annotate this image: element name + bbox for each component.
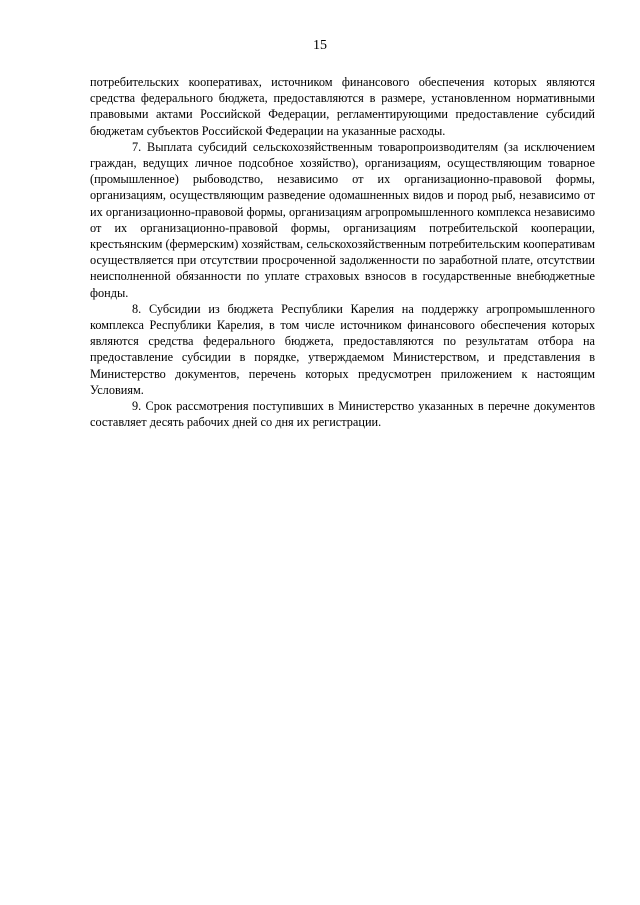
page-number: 15 xyxy=(313,38,327,53)
paragraph-item-7: 7. Выплата субсидий сельскохозяйственным товаропроизводителям (за исключением граждан, ведущих личное подсобное хозяйство), организациям, осуществляющим товарное (промышленное) рыбоводство, независимо от их организационно-правовой формы, организациям, осуществляющим разведение одомашненных видов и пород рыб, независимо от их организационно-правовой формы, организациям агропромышленного комплекса независимо от их организационно-правовой формы, организациям потребительской кооперации, крестьянским (фермерским) хозяйствам, сельскохозяйственным потребительским кооперативам осуществляется при отсутствии просроченной задолженности по заработной плате, отсутствии неисполненной обязанности по уплате страховых взносов в государственные внебюджетные фонды. xyxy=(90,139,595,300)
paragraph-continuation: потребительских кооперативах, источником финансового обеспечения которых являются средства федерального бюджета, предоставляются в размере, установленном нормативными правовыми актами Российской Федерации, регламентирующими предоставление субсидий бюджетам субъектов Российской Федерации на указанные расходы. xyxy=(90,75,595,138)
paragraph-item-8: 8. Субсидии из бюджета Республики Карелия на поддержку агропромышленного комплекса Республики Карелия, в том числе источником финансового обеспечения которых являются средства федерального бюджета, предоставляются по результатам отбора на предоставление субсидии в порядке, утверждаемом Министерством, и представления в Министерство документов, перечень которых предусмотрен приложением к настоящим Условиям. xyxy=(90,301,595,397)
paragraph-item-9: 9. Срок рассмотрения поступивших в Министерство указанных в перечне документов составляет десять рабочих дней со дня их регистрации. xyxy=(90,399,595,430)
document-body xyxy=(90,74,595,430)
